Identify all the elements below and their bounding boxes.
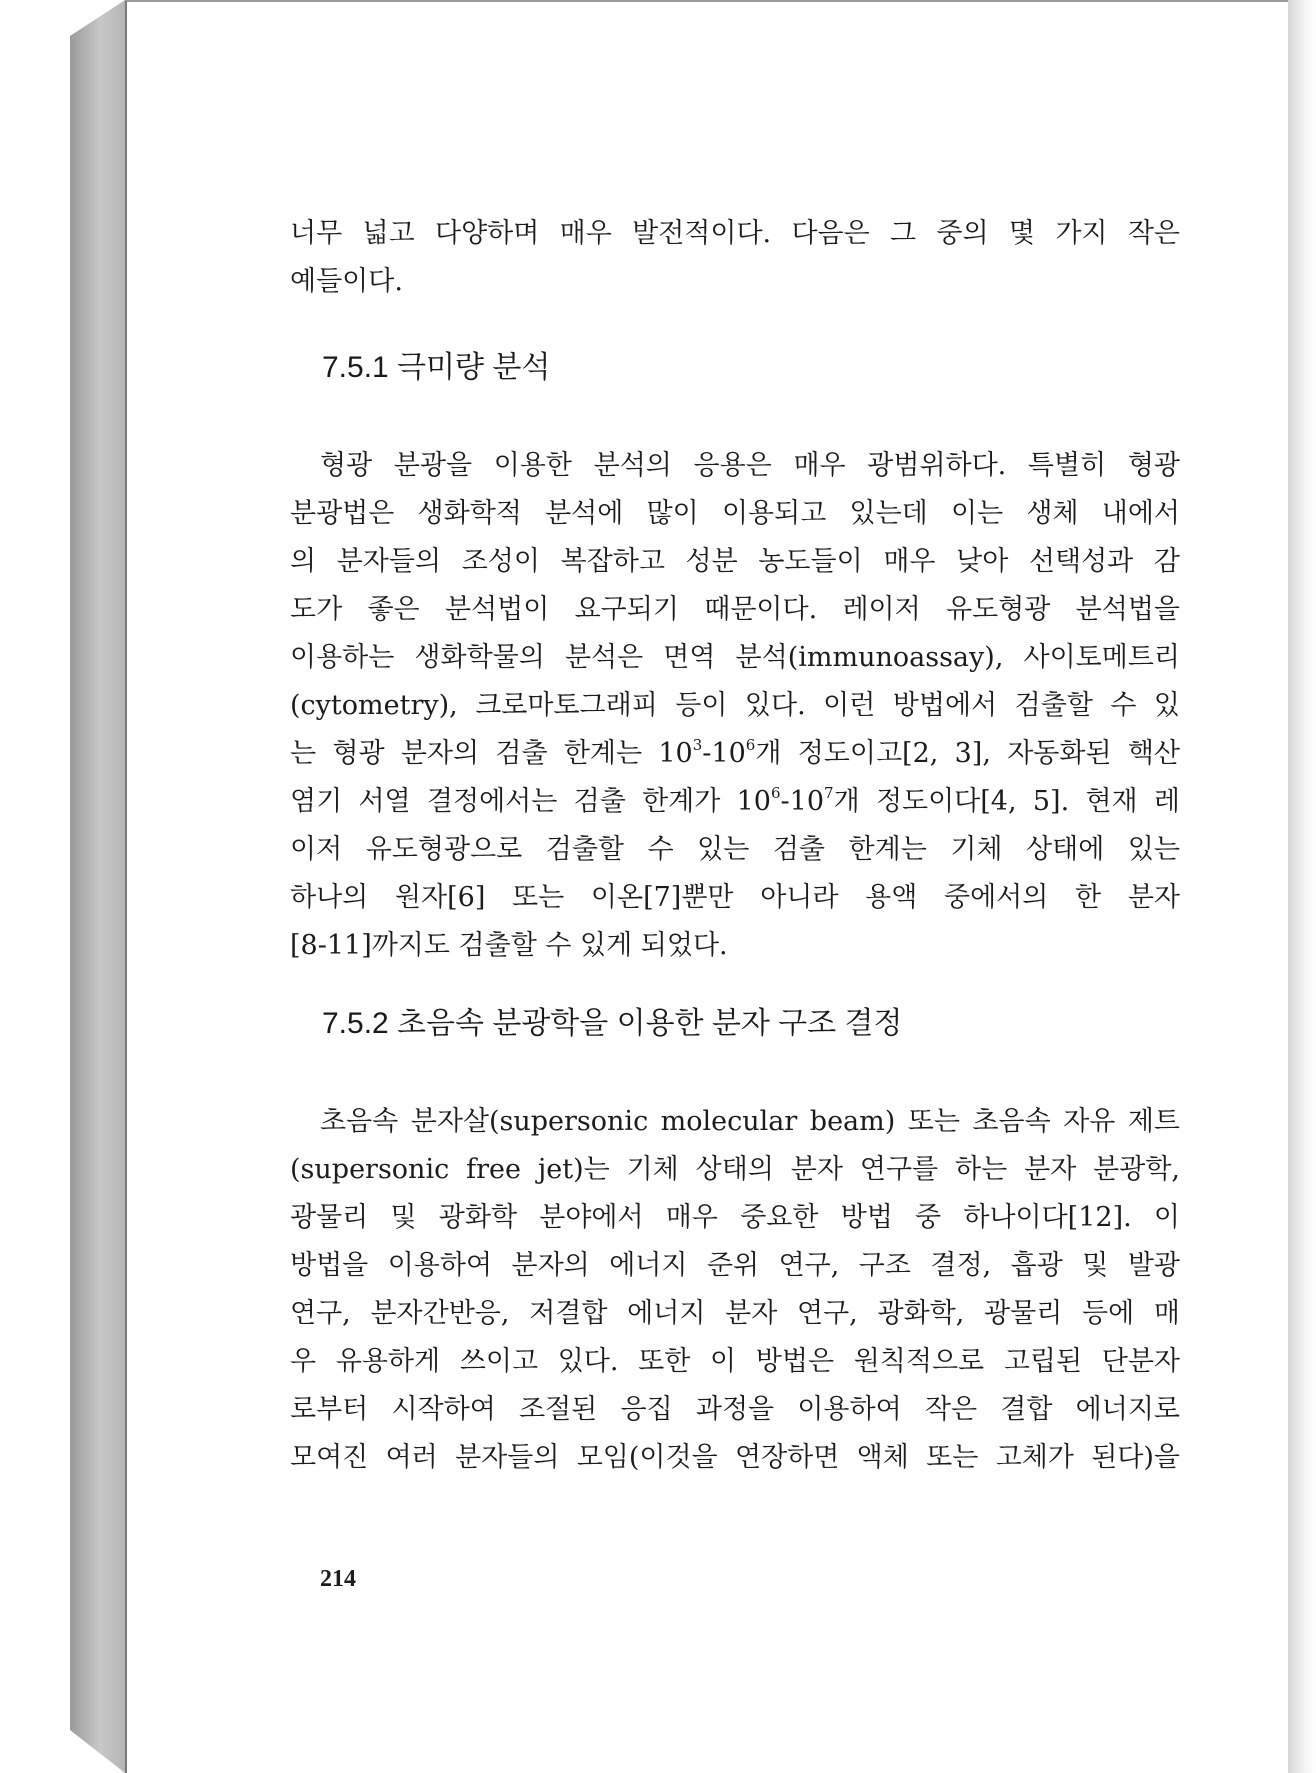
text-line: 이저 유도형광으로 검출할 수 있는 검출 한계는 기체 상태에 있는 [290, 834, 1180, 865]
text-line: 광물리 및 광화학 분야에서 매우 중요한 방법 중 하나이다[12]. 이 [290, 1202, 1180, 1233]
text-line: [8-11]까지도 검출할 수 있게 되었다. [290, 930, 728, 961]
text-line: 우 유용하게 쓰이고 있다. 또한 이 방법은 원칙적으로 고립된 단분자 [290, 1346, 1180, 1377]
text-line: 방법을 이용하여 분자의 에너지 준위 연구, 구조 결정, 흡광 및 발광 [290, 1250, 1180, 1281]
text-line: 로부터 시작하여 조절된 응집 과정을 이용하여 작은 결합 에너지로 [290, 1394, 1180, 1425]
text-line: 너무 넓고 다양하며 매우 발전적이다. 다음은 그 중의 몇 가지 작은 [290, 218, 1180, 249]
text-line-with-superscripts [290, 778, 1180, 826]
page-content [290, 210, 1180, 1482]
superscript: 6 [770, 784, 781, 802]
text-segment: -10 [780, 786, 825, 817]
text-segment: 염기 서열 결정에서는 검출 한계가 10 [290, 786, 771, 817]
text-line: (cytometry), 크로마토그래피 등이 있다. 이런 방법에서 검출할 수 있 [290, 690, 1180, 721]
section-7-5-1-paragraph [290, 442, 1180, 970]
text-segment: -10 [702, 738, 746, 769]
intro-paragraph [290, 210, 1180, 306]
superscript: 6 [745, 736, 756, 754]
superscript: 3 [692, 736, 703, 754]
text-line: 예들이다. [290, 266, 403, 297]
section-7-5-2-paragraph [290, 1098, 1180, 1482]
text-segment: 개 정도이다[4, 5]. 현재 레 [833, 786, 1180, 817]
page-number: 214 [320, 1566, 356, 1592]
text-line: 도가 좋은 분석법이 요구되기 때문이다. 레이저 유도형광 분석법을 [290, 594, 1180, 625]
text-segment: 는 형광 분자의 검출 한계는 10 [290, 738, 693, 769]
section-heading-7-5-2: 7.5.2 초음속 분광학을 이용한 분자 구조 결정 [322, 1007, 903, 1040]
text-line: 의 분자들의 조성이 복잡하고 성분 농도들이 매우 낮아 선택성과 감 [290, 546, 1180, 577]
text-line: 분광법은 생화학적 분석에 많이 이용되고 있는데 이는 생체 내에서 [290, 498, 1180, 529]
section-heading-7-5-1: 7.5.1 극미량 분석 [322, 351, 551, 384]
superscript: 7 [824, 784, 834, 802]
text-line: 연구, 분자간반응, 저결합 에너지 분자 연구, 광화학, 광물리 등에 매 [290, 1298, 1180, 1329]
text-line: 하나의 원자[6] 또는 이온[7]뿐만 아니라 용액 중에서의 한 분자 [290, 882, 1180, 913]
text-line: 형광 분광을 이용한 분석의 응용은 매우 광범위하다. 특별히 형광 [320, 450, 1180, 481]
text-segment: 개 정도이고[2, 3], 자동화된 핵산 [755, 738, 1181, 769]
book-spine-edge [70, 0, 125, 1773]
text-line: (supersonic free jet)는 기체 상태의 분자 연구를 하는 분자 분광학, [290, 1154, 1180, 1185]
text-line-with-superscripts [290, 730, 1180, 778]
text-line: 초음속 분자살(supersonic molecular beam) 또는 초음속 자유 제트 [320, 1106, 1180, 1137]
page-shadow [1288, 0, 1316, 1773]
text-line: 이용하는 생화학물의 분석은 면역 분석(immunoassay), 사이토메트리 [290, 642, 1180, 673]
text-line: 모여진 여러 분자들의 모임(이것을 연장하면 액체 또는 고체가 된다)을 [290, 1442, 1180, 1473]
